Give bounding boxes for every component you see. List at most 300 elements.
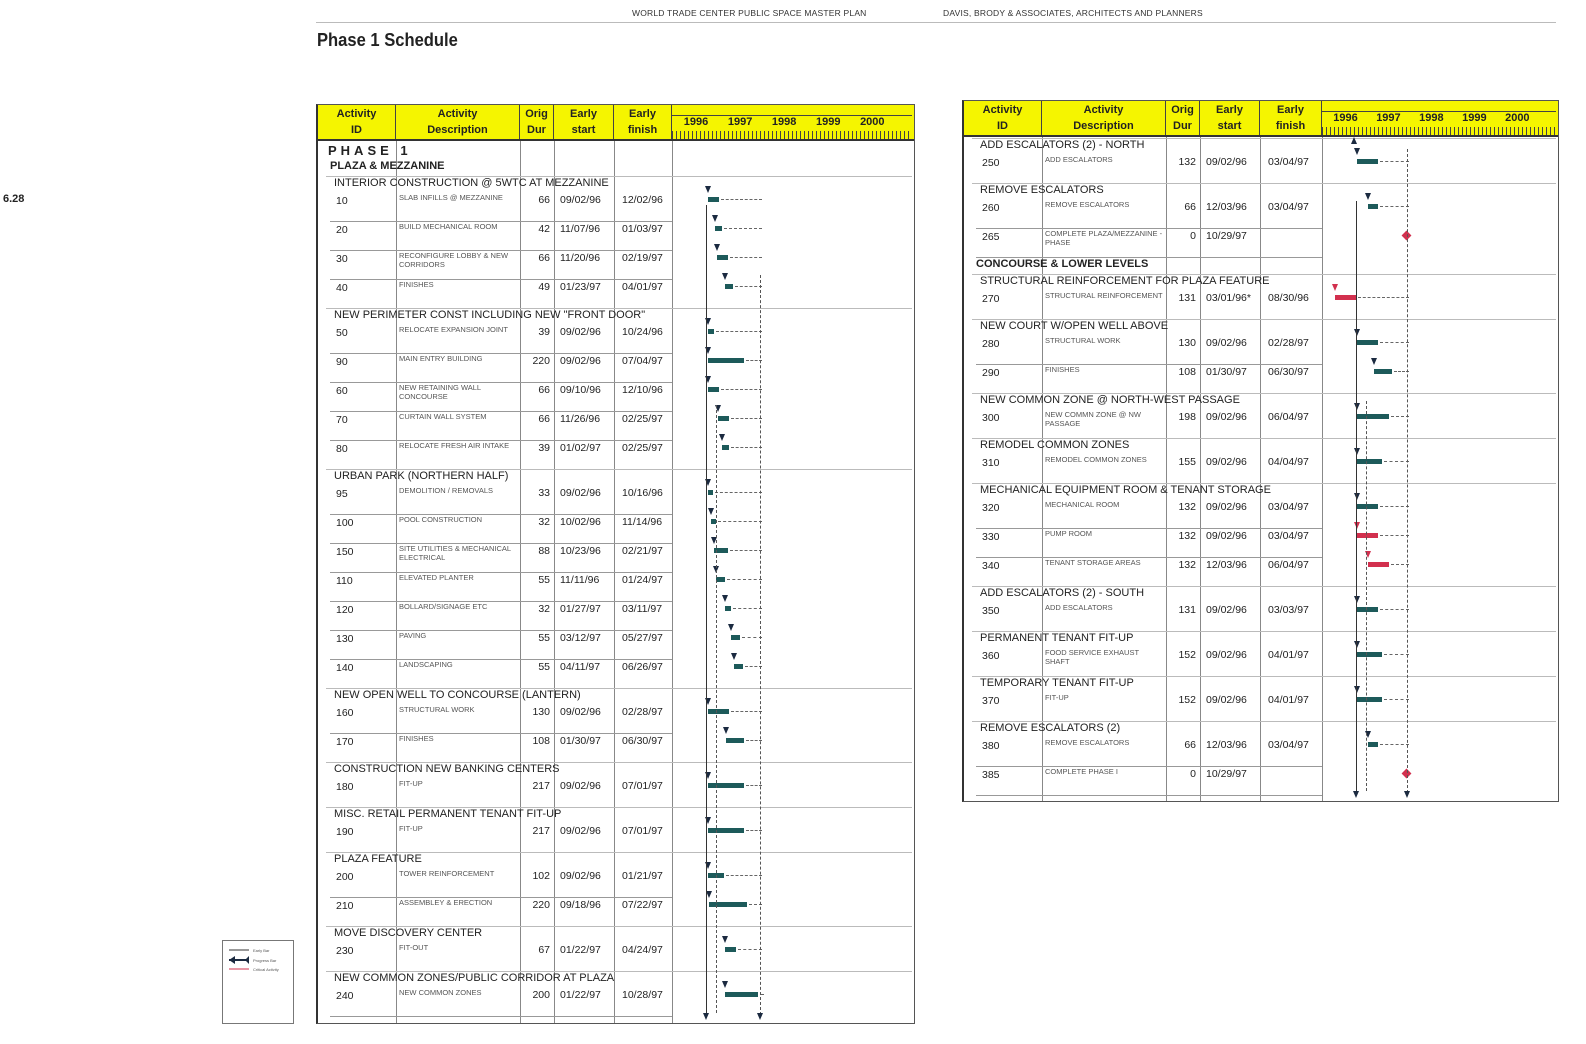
early-finish: 02/28/97 — [1268, 337, 1309, 349]
orig-dur: 55 — [538, 574, 550, 586]
year-label: 2000 — [860, 116, 885, 128]
column-header-activity-description-line2: Description — [427, 124, 488, 136]
orig-dur: 220 — [532, 899, 550, 911]
activity-id: 300 — [982, 412, 1000, 424]
early-finish: 01/24/97 — [622, 574, 663, 586]
gantt-bar — [1357, 504, 1379, 509]
orig-dur: 102 — [532, 870, 550, 882]
orig-dur: 131 — [1178, 292, 1196, 304]
area-heading: PLAZA & MEZZANINE — [330, 160, 445, 172]
early-start: 09/10/96 — [560, 384, 601, 396]
early-start: 01/30/97 — [1206, 366, 1247, 378]
dependency-arrow — [706, 891, 712, 898]
gantt-bar — [734, 664, 743, 669]
activity-id: 350 — [982, 605, 1000, 617]
orig-dur: 39 — [538, 442, 550, 454]
activity-id: 120 — [336, 604, 354, 616]
orig-dur: 0 — [1190, 768, 1196, 780]
early-start: 09/02/96 — [1206, 456, 1247, 468]
activity-id: 140 — [336, 662, 354, 674]
column-divider — [1042, 137, 1043, 801]
float-line — [731, 447, 762, 448]
float-line — [1380, 506, 1409, 507]
orig-dur: 66 — [1184, 739, 1196, 751]
gantt-bar — [725, 284, 733, 289]
dependency-arrow — [714, 244, 720, 251]
page-number: 6.28 — [3, 193, 25, 205]
early-start: 04/11/97 — [560, 661, 601, 673]
early-finish: 10/16/96 — [622, 487, 663, 499]
column-header-activity-id — [318, 105, 396, 139]
activity-description: BUILD MECHANICAL ROOM — [399, 222, 498, 231]
activity-description: BOLLARD/SIGNAGE ETC — [399, 602, 488, 611]
activity-description: PUMP ROOM — [1045, 529, 1092, 538]
activity-id: 170 — [336, 736, 354, 748]
activity-description: ADD ESCALATORS — [1045, 155, 1113, 164]
activity-id: 230 — [336, 945, 354, 957]
activity-id: 150 — [336, 546, 354, 558]
orig-dur: 200 — [532, 989, 550, 1001]
timeline-top-band — [1322, 101, 1556, 112]
float-line — [1380, 744, 1409, 745]
activity-id: 30 — [336, 253, 348, 265]
dependency-link — [716, 405, 717, 1013]
orig-dur: 66 — [538, 384, 550, 396]
activity-description: MECHANICAL ROOM — [1045, 500, 1120, 509]
column-header-early-start-line2: start — [571, 124, 596, 136]
early-finish: 04/01/97 — [1268, 694, 1309, 706]
early-finish: 02/25/97 — [622, 442, 663, 454]
orig-dur: 132 — [1178, 156, 1196, 168]
gantt-bar — [708, 828, 745, 833]
activity-description: POOL CONSTRUCTION — [399, 515, 483, 524]
dependency-arrow — [1351, 137, 1357, 144]
orig-dur: 88 — [538, 545, 550, 557]
year-label: 1999 — [816, 116, 841, 128]
page-title: Phase 1 Schedule — [317, 30, 458, 50]
column-header-orig-dur-line2: Dur — [1173, 120, 1192, 132]
dependency-link — [1366, 401, 1367, 791]
activity-id: 90 — [336, 356, 348, 368]
column-header-early-start — [1200, 101, 1260, 135]
activity-description: NEW RETAINING WALL CONCOURSE — [399, 383, 481, 401]
group-title: TEMPORARY TENANT FIT-UP — [980, 677, 1134, 689]
activity-description: FIT-UP — [399, 824, 423, 833]
legend-item: Critical Activity — [253, 967, 279, 972]
early-start: 09/02/96 — [560, 870, 601, 882]
gantt-bar — [717, 255, 728, 260]
column-divider — [1322, 137, 1323, 801]
gantt-bar — [708, 490, 713, 495]
dependency-arrow — [728, 624, 734, 631]
orig-dur: 130 — [532, 706, 550, 718]
dependency-arrow — [708, 508, 714, 515]
group-title: ADD ESCALATORS (2) - SOUTH — [980, 587, 1145, 599]
gantt-bar — [708, 387, 719, 392]
group-title: NEW COURT W/OPEN WELL ABOVE — [980, 320, 1169, 332]
float-line — [726, 875, 761, 876]
early-start: 09/02/96 — [1206, 649, 1247, 661]
activity-description: RECONFIGURE LOBBY & NEW CORRIDORS — [399, 251, 509, 269]
gantt-bar — [725, 992, 759, 997]
gantt-bar — [726, 738, 744, 743]
dependency-link — [1356, 201, 1357, 791]
group-title: NEW COMMON ZONE @ NORTH-WEST PASSAGE — [980, 394, 1240, 406]
float-line — [730, 550, 761, 551]
early-start: 10/29/97 — [1206, 230, 1247, 242]
orig-dur: 42 — [538, 223, 550, 235]
legend-symbols — [227, 946, 251, 972]
gantt-bar — [708, 358, 745, 363]
column-header-early-start-line2: start — [1217, 120, 1242, 132]
activity-id: 190 — [336, 826, 354, 838]
gantt-bar — [1357, 607, 1379, 612]
dependency-arrow — [1332, 284, 1338, 291]
early-start: 03/12/97 — [560, 632, 601, 644]
orig-dur: 66 — [538, 194, 550, 206]
early-finish: 07/04/97 — [622, 355, 663, 367]
column-divider — [614, 141, 615, 1023]
early-finish: 07/22/97 — [622, 899, 663, 911]
schedule-table-left — [316, 104, 915, 1024]
activity-id: 110 — [336, 575, 353, 587]
float-line — [1384, 461, 1409, 462]
early-start: 10/23/96 — [560, 545, 601, 557]
activity-description: TENANT STORAGE AREAS — [1045, 558, 1141, 567]
activity-description: COMPLETE PHASE I — [1045, 767, 1118, 776]
orig-dur: 217 — [532, 825, 550, 837]
early-finish: 03/11/97 — [622, 603, 663, 615]
activity-description: FIT-UP — [1045, 693, 1069, 702]
column-header-activity-description-line2: Description — [1073, 120, 1134, 132]
gantt-bar — [1357, 533, 1379, 538]
early-finish: 03/03/97 — [1268, 604, 1309, 616]
float-line — [733, 608, 762, 609]
column-divider — [672, 141, 673, 1023]
dependency-arrow — [722, 273, 728, 280]
early-start: 11/11/96 — [560, 574, 600, 586]
activity-id: 80 — [336, 443, 348, 455]
early-start: 09/02/96 — [560, 194, 601, 206]
gantt-bar — [1357, 697, 1382, 702]
activity-description: STRUCTURAL REINFORCEMENT — [1045, 291, 1163, 300]
activity-id: 310 — [982, 457, 1000, 469]
gantt-bar — [725, 947, 736, 952]
activity-id: 385 — [982, 769, 1000, 781]
group-title: STRUCTURAL REINFORCEMENT FOR PLAZA FEATURE — [980, 275, 1270, 287]
activity-id: 180 — [336, 781, 354, 793]
activity-id: 290 — [982, 367, 1000, 379]
year-label: 1996 — [683, 116, 709, 128]
early-start: 01/27/97 — [560, 603, 601, 615]
early-finish: 04/24/97 — [622, 944, 663, 956]
group-title: CONSTRUCTION NEW BANKING CENTERS — [334, 763, 560, 775]
gantt-bar — [1368, 204, 1379, 209]
column-header-early-finish-line2: finish — [1275, 120, 1306, 132]
dependency-arrow — [712, 215, 718, 222]
orig-dur: 55 — [538, 661, 550, 673]
dependency-arrow — [1371, 358, 1377, 365]
legend — [222, 940, 294, 1024]
activity-description: DEMOLITION / REMOVALS — [399, 486, 494, 495]
early-start: 09/02/96 — [1206, 694, 1247, 706]
column-header-orig-dur-line2: Dur — [527, 124, 546, 136]
float-line — [731, 711, 762, 712]
early-start: 12/03/96 — [1206, 559, 1247, 571]
activity-description: SLAB INFILLS @ MEZZANINE — [399, 193, 503, 202]
early-finish: 01/21/97 — [622, 870, 663, 882]
early-finish: 06/04/97 — [1268, 411, 1309, 423]
orig-dur: 32 — [538, 516, 550, 528]
activity-description: PAVING — [399, 631, 427, 640]
activity-id: 270 — [982, 293, 1000, 305]
activity-description: NEW COMMN ZONE @ NW PASSAGE — [1045, 410, 1141, 428]
float-line — [1380, 535, 1409, 536]
early-start: 12/03/96 — [1206, 739, 1247, 751]
orig-dur: 55 — [538, 632, 550, 644]
early-start: 01/02/97 — [560, 442, 601, 454]
header-rule — [316, 22, 1556, 23]
early-start: 09/02/96 — [1206, 411, 1247, 423]
early-finish: 03/04/97 — [1268, 530, 1309, 542]
early-finish: 02/21/97 — [622, 545, 663, 557]
float-line — [731, 418, 762, 419]
early-start: 09/02/96 — [560, 355, 601, 367]
activity-description: LANDSCAPING — [399, 660, 453, 669]
column-header-activity-description — [1042, 101, 1166, 135]
activity-id: 130 — [336, 633, 354, 645]
early-finish: 04/01/97 — [622, 281, 663, 293]
column-header-early-finish — [1260, 101, 1322, 135]
timeline-top-band — [672, 105, 912, 116]
column-header-early-start-line1: Early — [1216, 104, 1243, 116]
activity-id: 40 — [336, 282, 348, 294]
early-finish: 11/14/96 — [622, 516, 663, 528]
year-label: 1998 — [1419, 112, 1444, 124]
early-finish: 03/04/97 — [1268, 156, 1309, 168]
column-header-activity-id-line1: Activity — [982, 104, 1023, 116]
float-line — [1384, 654, 1410, 655]
dependency-link — [1407, 149, 1408, 793]
dependency-arrow — [722, 595, 728, 602]
schedule-table-right — [962, 100, 1559, 802]
early-start: 09/02/96 — [1206, 501, 1247, 513]
gantt-bar — [709, 902, 746, 907]
float-line — [721, 389, 761, 390]
gantt-bar — [731, 635, 740, 640]
activity-description: TOWER REINFORCEMENT — [399, 869, 495, 878]
orig-dur: 130 — [1178, 337, 1196, 349]
activity-description: REMODEL COMMON ZONES — [1045, 455, 1147, 464]
column-header-orig-dur — [1166, 101, 1200, 135]
dependency-arrow — [723, 727, 729, 734]
early-start: 12/03/96 — [1206, 201, 1247, 213]
early-finish: 12/02/96 — [622, 194, 663, 206]
activity-id: 240 — [336, 990, 354, 1002]
activity-description: RELOCATE EXPANSION JOINT — [399, 325, 508, 334]
orig-dur: 66 — [538, 413, 550, 425]
activity-description: ASSEMBLEY & ERECTION — [399, 898, 493, 907]
activity-id: 360 — [982, 650, 1000, 662]
float-line — [730, 257, 762, 258]
early-start: 01/22/97 — [560, 944, 601, 956]
early-start: 09/02/96 — [1206, 604, 1247, 616]
orig-dur: 152 — [1178, 649, 1196, 661]
activity-description: ELEVATED PLANTER — [399, 573, 474, 582]
orig-dur: 66 — [1184, 201, 1196, 213]
early-finish: 02/28/97 — [622, 706, 663, 718]
early-finish: 04/01/97 — [1268, 649, 1309, 661]
dependency-arrow — [757, 1013, 763, 1020]
dependency-arrow — [1365, 193, 1371, 200]
early-start: 01/22/97 — [560, 989, 601, 1001]
orig-dur: 198 — [1178, 411, 1196, 423]
early-start: 09/02/96 — [560, 780, 601, 792]
orig-dur: 108 — [1178, 366, 1196, 378]
group-title: NEW OPEN WELL TO CONCOURSE (LANTERN) — [334, 689, 581, 701]
activity-description: FINISHES — [1045, 365, 1080, 374]
early-start: 10/02/96 — [560, 516, 601, 528]
year-label: 1998 — [771, 116, 797, 128]
float-line — [1358, 297, 1409, 298]
activity-description: CURTAIN WALL SYSTEM — [399, 412, 487, 421]
year-label: 1997 — [1376, 112, 1401, 124]
gantt-bar — [1374, 369, 1392, 374]
float-line — [718, 521, 761, 522]
gantt-bar — [722, 445, 728, 450]
column-header-early-finish-line2: finish — [627, 124, 658, 136]
column-divider — [554, 141, 555, 1023]
column-header-orig-dur-line1: Orig — [525, 108, 548, 120]
early-start: 11/07/96 — [560, 223, 601, 235]
orig-dur: 33 — [538, 487, 550, 499]
orig-dur: 0 — [1190, 230, 1196, 242]
early-start: 09/02/96 — [1206, 156, 1247, 168]
float-line — [721, 199, 762, 200]
activity-description: REMOVE ESCALATORS — [1045, 738, 1130, 747]
document-header-right: DAVIS, BRODY & ASSOCIATES, ARCHITECTS AND PLANNERS — [943, 8, 1203, 18]
timeline-years — [672, 105, 912, 139]
activity-id: 370 — [982, 695, 1000, 707]
activity-id: 340 — [982, 560, 1000, 572]
early-start: 11/20/96 — [560, 252, 601, 264]
group-title: PLAZA FEATURE — [334, 853, 422, 865]
early-finish: 08/30/96 — [1268, 292, 1309, 304]
gantt-bar — [708, 783, 745, 788]
early-finish: 06/26/97 — [622, 661, 663, 673]
dependency-arrow — [1353, 791, 1359, 798]
column-header-activity-id-line2: ID — [997, 120, 1008, 132]
column-header-activity-id-line1: Activity — [336, 108, 377, 120]
activity-id: 20 — [336, 224, 348, 236]
gantt-bar — [1357, 414, 1389, 419]
dependency-arrow — [731, 653, 737, 660]
float-line — [715, 492, 762, 493]
early-finish: 06/04/97 — [1268, 559, 1309, 571]
group-title: REMOVE ESCALATORS — [980, 184, 1104, 196]
early-finish: 06/30/97 — [1268, 366, 1309, 378]
orig-dur: 152 — [1178, 694, 1196, 706]
early-start: 09/02/96 — [560, 706, 601, 718]
timeline-ticks — [1322, 127, 1556, 135]
activity-id: 210 — [336, 900, 354, 912]
activity-description: RELOCATE FRESH AIR INTAKE — [399, 441, 510, 450]
column-header-orig-dur-line1: Orig — [1171, 104, 1194, 116]
gantt-bar — [1357, 652, 1382, 657]
orig-dur: 49 — [538, 281, 550, 293]
early-finish: 02/25/97 — [622, 413, 663, 425]
group-title: URBAN PARK (NORTHERN HALF) — [334, 470, 509, 482]
early-finish: 01/03/97 — [622, 223, 663, 235]
float-line — [1380, 342, 1410, 343]
column-header-early-start-line1: Early — [570, 108, 597, 120]
group-title: NEW COMMON ZONES/PUBLIC CORRIDOR AT PLAZA — [334, 972, 615, 984]
activity-description: FINISHES — [399, 280, 434, 289]
float-line — [727, 579, 762, 580]
dependency-arrow — [705, 186, 711, 193]
float-line — [1380, 161, 1409, 162]
dependency-arrow — [1354, 148, 1360, 155]
early-finish: 03/04/97 — [1268, 201, 1309, 213]
early-finish: 10/24/96 — [622, 326, 663, 338]
orig-dur: 220 — [532, 355, 550, 367]
column-header-early-finish-line1: Early — [1277, 104, 1304, 116]
float-line — [1384, 699, 1410, 700]
gantt-bar — [708, 709, 730, 714]
activity-description: FIT-UP — [399, 779, 423, 788]
early-finish: 07/01/97 — [622, 780, 663, 792]
table-header-row — [318, 105, 914, 141]
year-label: 1997 — [727, 116, 753, 128]
group-title: ADD ESCALATORS (2) - NORTH — [980, 139, 1145, 151]
activity-description: STRUCTURAL WORK — [1045, 336, 1121, 345]
phase-heading: PHASE 1 — [328, 143, 412, 158]
activity-description: NEW COMMON ZONES — [399, 988, 482, 997]
dependency-arrow — [722, 981, 728, 988]
early-start: 11/26/96 — [560, 413, 601, 425]
dependency-link — [760, 275, 761, 1015]
row-divider — [976, 795, 1322, 796]
group-title: REMOVE ESCALATORS (2) — [980, 722, 1121, 734]
gantt-bar — [725, 606, 730, 611]
table-header-row — [964, 101, 1558, 137]
activity-id: 10 — [336, 195, 348, 207]
year-label: 2000 — [1505, 112, 1530, 124]
early-finish: 02/19/97 — [622, 252, 663, 264]
orig-dur: 131 — [1178, 604, 1196, 616]
area-heading: CONCOURSE & LOWER LEVELS — [976, 258, 1149, 270]
column-divider — [396, 141, 397, 1023]
early-finish: 06/30/97 — [622, 735, 663, 747]
early-finish: 05/27/97 — [622, 632, 663, 644]
early-start: 09/02/96 — [560, 487, 601, 499]
document-header-left: WORLD TRADE CENTER PUBLIC SPACE MASTER PLAN — [632, 8, 867, 18]
gantt-bar — [1357, 340, 1378, 345]
column-header-early-finish — [614, 105, 672, 139]
early-start: 09/02/96 — [560, 825, 601, 837]
group-title: NEW PERIMETER CONST INCLUDING NEW "FRONT DOOR" — [334, 309, 646, 321]
early-start: 09/02/96 — [1206, 530, 1247, 542]
early-finish: 03/04/97 — [1268, 739, 1309, 751]
orig-dur: 39 — [538, 326, 550, 338]
dependency-arrow — [1404, 791, 1410, 798]
orig-dur: 67 — [538, 944, 550, 956]
activity-id: 70 — [336, 414, 348, 426]
activity-description: FIT-OUT — [399, 943, 429, 952]
activity-id: 380 — [982, 740, 1000, 752]
float-line — [735, 286, 761, 287]
gantt-bar — [718, 416, 729, 421]
